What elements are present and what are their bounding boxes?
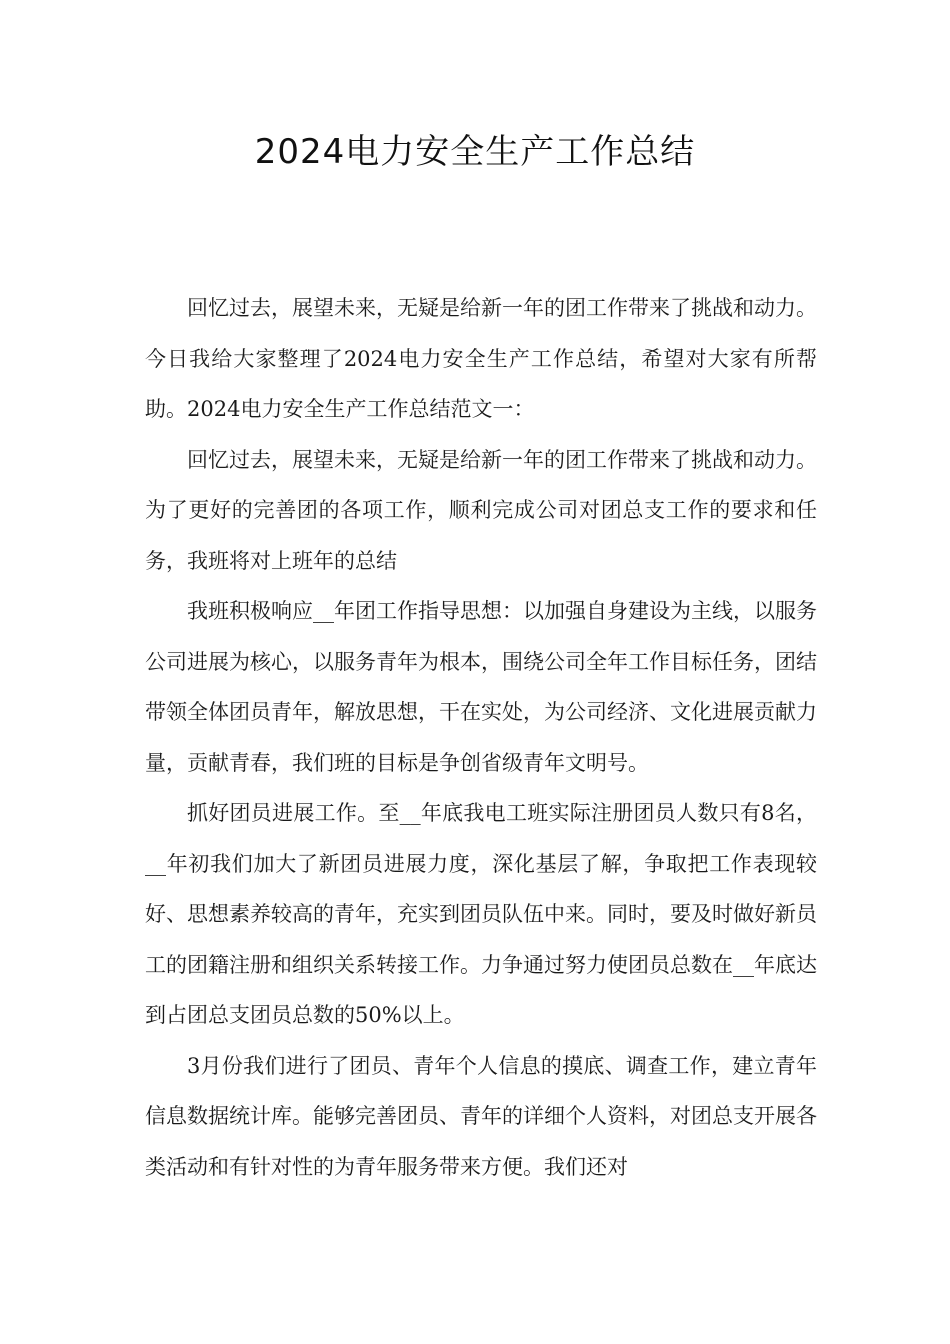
paragraph: 我班积极响应__年团工作指导思想：以加强自身建设为主线，以服务公司进展为核心，以服务青年为根本，围绕公司全年工作目标任务，团结带领全体团员青年，解放思想，干在实处，为公司经济、文化进展贡献力量，贡献青春，我们班的目标是争创省级青年文明号。 xyxy=(145,599,817,775)
paragraph: 抓好团员进展工作。至__年底我电工班实际注册团员人数只有8名，__年初我们加大了新团员进展力度，深化基层了解，争取把工作表现较好、思想素养较高的青年，充实到团员队伍中来。同时，要及时做好新员工的团籍注册和组织关系转接工作。力争通过努力使团员总数在__年底达到占团总支团员总数的50%以上。 xyxy=(145,801,817,1027)
paragraph: 回忆过去，展望未来，无疑是给新一年的团工作带来了挑战和动力。今日我给大家整理了2024电力安全生产工作总结，希望对大家有所帮助。2024电力安全生产工作总结范文一： xyxy=(145,296,817,421)
paragraph: 回忆过去，展望未来，无疑是给新一年的团工作带来了挑战和动力。为了更好的完善团的各项工作，顺利完成公司对团总支工作的要求和任务，我班将对上班年的总结 xyxy=(145,447,817,573)
document-title: 2024电力安全生产工作总结 xyxy=(254,132,696,172)
paragraph: 3月份我们进行了团员、青年个人信息的摸底、调查工作，建立青年信息数据统计库。能够完善团员、青年的详细个人资料，对团总支开展各类活动和有针对性的为青年服务带来方便。我们还对 xyxy=(145,1053,817,1179)
document-body xyxy=(145,283,817,1192)
